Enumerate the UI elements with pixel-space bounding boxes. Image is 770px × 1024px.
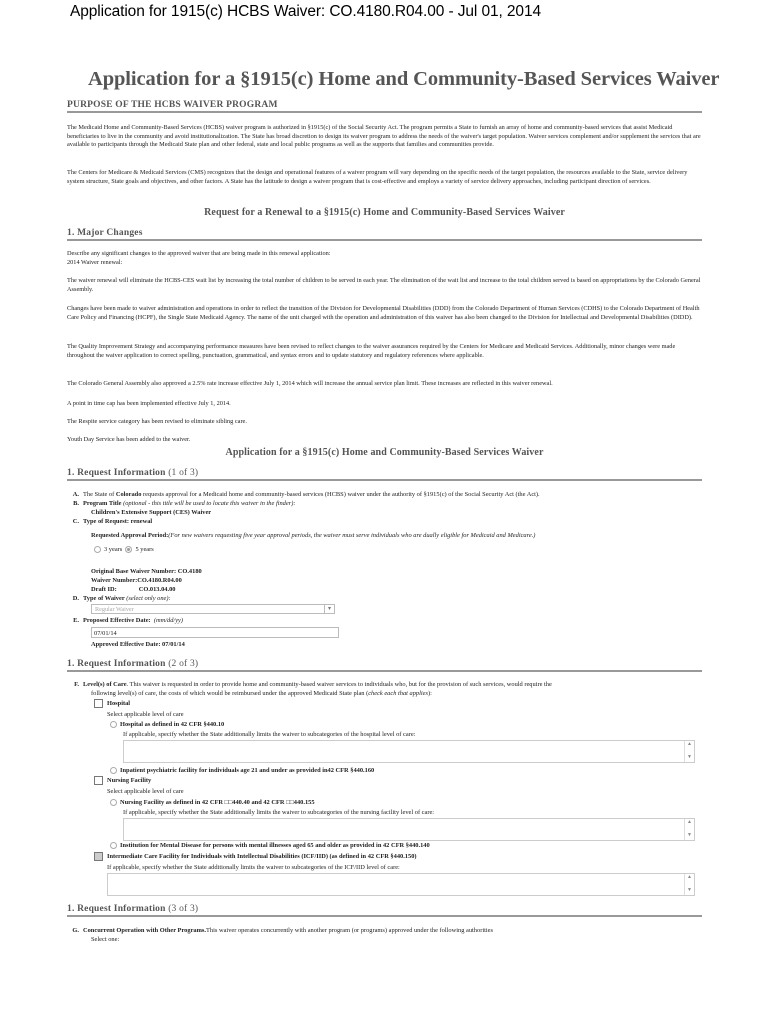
scrollbar[interactable] bbox=[684, 819, 694, 840]
waiver-number: Waiver Number:CO.4180.R04.00 bbox=[91, 577, 182, 584]
inpatient-psychiatric-option[interactable]: Inpatient psychiatric facility for individuals age 21 and under as provided in42 CFR §440.160 bbox=[110, 767, 374, 776]
nursing-facility-subcategory-textarea[interactable] bbox=[123, 818, 695, 841]
item-g: G. Concurrent Operation with Other Programs.This waiver operates concurrently with another program (or programs) approved under the following authorities bbox=[72, 927, 493, 934]
hospital-option[interactable]: Hospital bbox=[94, 699, 130, 709]
scroll-up-icon[interactable]: ▲ bbox=[687, 875, 692, 880]
hospital-subcategory-textarea[interactable] bbox=[123, 740, 695, 763]
original-base-waiver-number: Original Base Waiver Number: CO.4180 bbox=[91, 568, 202, 575]
approved-effective-date: Approved Effective Date: 07/01/14 bbox=[91, 641, 185, 648]
scroll-down-icon[interactable]: ▼ bbox=[687, 755, 692, 760]
icf-subcategory-textarea[interactable] bbox=[107, 873, 695, 896]
scrollbar[interactable] bbox=[684, 741, 694, 762]
program-title-value: Children's Extensive Support (CES) Waiver bbox=[91, 509, 212, 516]
select-level-of-care-label: Select applicable level of care bbox=[107, 711, 184, 718]
item-a: A. The State of Colorado requests approval for a Medicaid home and community-based services (HCBS) waiver under the authority of §1915(c) of the Social Security Act (the Act). bbox=[72, 491, 540, 498]
major-changes-paragraph: The Quality Improvement Strategy and accompanying performance measures have been revised to reflect changes to the waiver assurances required by the Centers for Medicare and Medicaid Services. Additionally, minor changes were made throughout the waiver application to correct spelling, punctuation, grammatical, and syntax errors and to update statutory and regulatory references where applicable. bbox=[67, 343, 676, 359]
application-heading: Application for a §1915(c) Home and Community-Based Services Waiver bbox=[225, 447, 544, 458]
inpatient-psychiatric-radio[interactable] bbox=[110, 767, 117, 774]
request-info-2-heading: 1. Request Information (2 of 3) bbox=[67, 659, 702, 672]
select-level-of-care-label: Select applicable level of care bbox=[107, 788, 184, 795]
waiver-type-select[interactable]: Regular Waiver ▾ bbox=[91, 604, 335, 614]
proposed-effective-date-input[interactable]: 07/01/14 bbox=[91, 627, 339, 638]
hospital-checkbox[interactable] bbox=[94, 699, 103, 708]
request-info-3-heading: 1. Request Information (3 of 3) bbox=[67, 904, 702, 917]
item-d: D. Type of Waiver (select only one): bbox=[72, 595, 171, 602]
renewal-heading: Request for a Renewal to a §1915(c) Home and Community-Based Services Waiver bbox=[204, 207, 565, 218]
hospital-level-radio[interactable] bbox=[110, 721, 117, 728]
draft-id: Draft ID: CO.013.04.00 bbox=[91, 586, 176, 593]
radio-3-years[interactable] bbox=[94, 546, 101, 553]
purpose-paragraph-2: The Centers for Medicare & Medicaid Services (CMS) recognizes that the design and operational features of a waiver program will vary depending on the specific needs of the target population, the resources available to the State, service delivery system structure, State goals and objectives, and other factors. A State has the latitude to design a waiver program that is cost-effective and employs a variety of service delivery approaches, including participant direction of services. bbox=[67, 169, 688, 185]
item-f-continued: following level(s) of care, the costs of which would be reimbursed under the approved Medicaid State plan (check each that applies): bbox=[91, 690, 432, 697]
major-changes-paragraph: A point in time cap has been implemented effective July 1, 2014. bbox=[67, 400, 231, 407]
nursing-facility-level-option[interactable]: Nursing Facility as defined in 42 CFR □□440.40 and 42 CFR □□440.155 bbox=[110, 799, 315, 808]
nursing-facility-option[interactable]: Nursing Facility bbox=[94, 776, 151, 786]
scroll-down-icon[interactable]: ▼ bbox=[687, 888, 692, 893]
scroll-up-icon[interactable]: ▲ bbox=[687, 742, 692, 747]
request-info-1-heading: 1. Request Information (1 of 3) bbox=[67, 468, 702, 481]
approval-period-label: Requested Approval Period:(For new waivers requesting five year approval periods, the waiver must serve individuals who are dually eligible for Medicaid and Medicare.) bbox=[91, 532, 536, 539]
nursing-facility-checkbox[interactable] bbox=[94, 776, 103, 785]
approval-period-options: 3 years 5 years bbox=[94, 546, 154, 555]
imd-radio[interactable] bbox=[110, 842, 117, 849]
item-c: C. Type of Request: renewal bbox=[72, 518, 153, 525]
page-title: Application for a §1915(c) Home and Community-Based Services Waiver bbox=[88, 68, 720, 90]
chevron-down-icon: ▾ bbox=[324, 605, 334, 613]
item-f: F. Level(s) of Care. This waiver is requested in order to provide home and community-based waiver services to individuals who, but for the provision of such services, would require the bbox=[74, 681, 552, 688]
purpose-heading: PURPOSE OF THE HCBS WAIVER PROGRAM bbox=[67, 100, 702, 113]
scroll-up-icon[interactable]: ▲ bbox=[687, 820, 692, 825]
scrollbar[interactable] bbox=[684, 874, 694, 895]
scroll-down-icon[interactable]: ▼ bbox=[687, 833, 692, 838]
hospital-level-option[interactable]: Hospital as defined in 42 CFR §440.10 bbox=[110, 721, 224, 730]
major-changes-paragraph: The Respite service category has been revised to eliminate sibling care. bbox=[67, 418, 247, 425]
major-changes-paragraph: The waiver renewal will eliminate the HCBS-CES wait list by increasing the total number of children to be served in each year. The elimination of the wait list and increase to the total children served is based on appropriations by the Colorado General Assembly. bbox=[67, 277, 701, 293]
radio-5-years[interactable] bbox=[125, 546, 132, 553]
icf-iid-option[interactable]: Intermediate Care Facility for Individuals with Intellectual Disabilities (ICF/IID) (as defined in 42 CFR §440.150) bbox=[94, 852, 417, 862]
nursing-facility-level-radio[interactable] bbox=[110, 799, 117, 806]
nursing-facility-subcategory-label: If applicable, specify whether the State additionally limits the waiver to subcategories of the nursing facility level of care: bbox=[123, 809, 435, 816]
icf-iid-checkbox[interactable] bbox=[94, 852, 103, 861]
running-header: Application for 1915(c) HCBS Waiver: CO.4180.R04.00 - Jul 01, 2014 bbox=[70, 3, 541, 20]
major-changes-intro: Describe any significant changes to the approved waiver that are being made in this renewal application: 2014 Waiver renewal: bbox=[67, 250, 331, 266]
purpose-paragraph-1: The Medicaid Home and Community-Based Services (HCBS) waiver program is authorized in §1915(c) of the Social Security Act. The program permits a State to furnish an array of home and community-based services that assist Medicaid beneficiaries to live in the community and avoid institutionalization. The State has broad discretion to design its waiver program to address the needs of the waiver's target population. Waiver services complement and/or supplement the services that are available to participants through the Medicaid State plan and other federal, state and local public programs as well as the supports that families and communities provide. bbox=[67, 124, 701, 149]
major-changes-paragraph: Youth Day Service has been added to the waiver. bbox=[67, 436, 191, 443]
item-e: E. Proposed Effective Date: (mm/dd/yy) bbox=[73, 617, 183, 624]
major-changes-paragraph: Changes have been made to waiver administration and operations in order to reflect the transition of the Division for Developmental Disabilities (DDD) from the Colorado Department of Human Services (CDHS) to the Colorado Department of Health Care Policy and Financing (HCPF), the Single State Medicaid Agency. The name of the unit charged with the operation and administration of this waiver has also been changed to the Division for Intellectual and Developmental Disabilities (DIDD). bbox=[67, 305, 700, 321]
major-changes-heading: 1. Major Changes bbox=[67, 228, 702, 241]
major-changes-paragraph: The Colorado General Assembly also approved a 2.5% rate increase effective July 1, 2014 which will increase the annual service plan limit. These increases are reflected in this waiver renewal. bbox=[67, 380, 553, 387]
hospital-subcategory-label: If applicable, specify whether the State additionally limits the waiver to subcategories of the hospital level of care: bbox=[123, 731, 416, 738]
select-one-label: Select one: bbox=[91, 936, 120, 943]
item-b: B. Program Title (optional - this title will be used to locate this waiver in the finder): bbox=[73, 500, 296, 507]
imd-option[interactable]: Institution for Mental Disease for persons with mental illnesses aged 65 and older as provided in 42 CFR §440.140 bbox=[110, 842, 430, 851]
icf-subcategory-label: If applicable, specify whether the State additionally limits the waiver to subcategories of the ICF/IID level of care: bbox=[107, 864, 400, 871]
